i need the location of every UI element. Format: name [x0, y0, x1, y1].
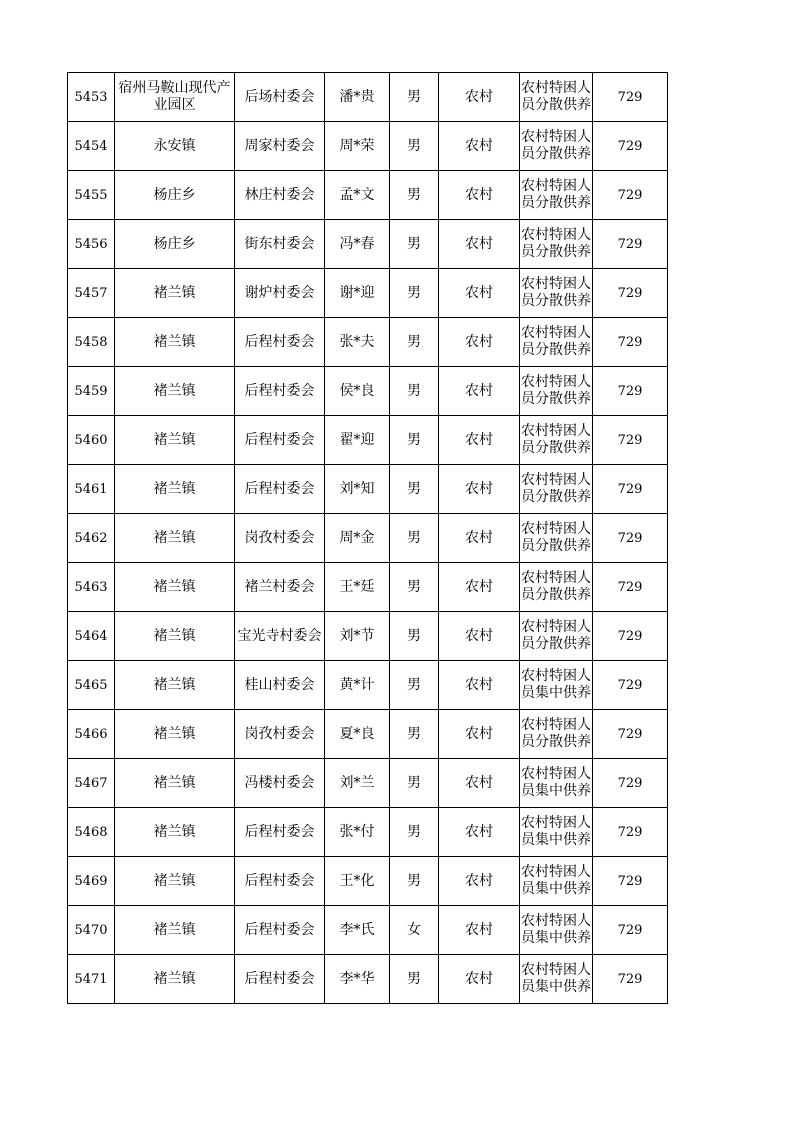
recipient-table	[67, 72, 668, 1004]
cell-village-committee: 后程村委会	[235, 318, 325, 367]
cell-assistance-category: 农村特困人员集中供养	[520, 808, 593, 857]
cell-village-committee: 褚兰村委会	[235, 563, 325, 612]
cell-household-type: 农村	[439, 955, 520, 1004]
cell-gender: 男	[390, 73, 439, 122]
cell-gender: 男	[390, 514, 439, 563]
cell-gender: 男	[390, 367, 439, 416]
cell-township: 褚兰镇	[115, 759, 235, 808]
cell-gender: 男	[390, 563, 439, 612]
cell-village-committee: 后场村委会	[235, 73, 325, 122]
cell-amount: 729	[593, 171, 668, 220]
cell-village-committee: 后程村委会	[235, 857, 325, 906]
cell-household-type: 农村	[439, 269, 520, 318]
cell-id: 5458	[68, 318, 115, 367]
cell-name: 张*付	[325, 808, 390, 857]
cell-name: 张*夫	[325, 318, 390, 367]
cell-township: 褚兰镇	[115, 465, 235, 514]
cell-township: 杨庄乡	[115, 220, 235, 269]
cell-amount: 729	[593, 808, 668, 857]
cell-name: 王*化	[325, 857, 390, 906]
table-row	[68, 612, 668, 661]
cell-township: 褚兰镇	[115, 612, 235, 661]
cell-assistance-category: 农村特困人员分散供养	[520, 269, 593, 318]
cell-id: 5466	[68, 710, 115, 759]
cell-amount: 729	[593, 73, 668, 122]
cell-township: 褚兰镇	[115, 857, 235, 906]
cell-assistance-category: 农村特困人员集中供养	[520, 759, 593, 808]
cell-assistance-category: 农村特困人员分散供养	[520, 122, 593, 171]
cell-amount: 729	[593, 661, 668, 710]
cell-amount: 729	[593, 563, 668, 612]
cell-name: 李*华	[325, 955, 390, 1004]
cell-amount: 729	[593, 612, 668, 661]
cell-amount: 729	[593, 416, 668, 465]
cell-assistance-category: 农村特困人员集中供养	[520, 661, 593, 710]
cell-amount: 729	[593, 759, 668, 808]
cell-gender: 男	[390, 710, 439, 759]
table-row	[68, 955, 668, 1004]
cell-gender: 男	[390, 220, 439, 269]
cell-village-committee: 宝光寺村委会	[235, 612, 325, 661]
cell-household-type: 农村	[439, 416, 520, 465]
table-row	[68, 759, 668, 808]
cell-gender: 男	[390, 269, 439, 318]
cell-amount: 729	[593, 269, 668, 318]
cell-id: 5467	[68, 759, 115, 808]
cell-id: 5461	[68, 465, 115, 514]
cell-id: 5462	[68, 514, 115, 563]
cell-assistance-category: 农村特困人员集中供养	[520, 857, 593, 906]
cell-household-type: 农村	[439, 710, 520, 759]
cell-township: 褚兰镇	[115, 955, 235, 1004]
cell-name: 王*廷	[325, 563, 390, 612]
cell-name: 潘*贵	[325, 73, 390, 122]
table-row	[68, 465, 668, 514]
cell-assistance-category: 农村特困人员分散供养	[520, 710, 593, 759]
table-row	[68, 661, 668, 710]
cell-township: 褚兰镇	[115, 808, 235, 857]
cell-gender: 男	[390, 808, 439, 857]
cell-amount: 729	[593, 318, 668, 367]
cell-gender: 男	[390, 416, 439, 465]
cell-gender: 女	[390, 906, 439, 955]
cell-assistance-category: 农村特困人员分散供养	[520, 73, 593, 122]
cell-assistance-category: 农村特困人员分散供养	[520, 514, 593, 563]
cell-amount: 729	[593, 465, 668, 514]
cell-village-committee: 谢炉村委会	[235, 269, 325, 318]
cell-amount: 729	[593, 710, 668, 759]
cell-household-type: 农村	[439, 661, 520, 710]
cell-amount: 729	[593, 906, 668, 955]
cell-name: 夏*良	[325, 710, 390, 759]
cell-township: 宿州马鞍山现代产业园区	[115, 73, 235, 122]
cell-amount: 729	[593, 955, 668, 1004]
cell-id: 5464	[68, 612, 115, 661]
table-row	[68, 269, 668, 318]
table-row	[68, 171, 668, 220]
cell-township: 褚兰镇	[115, 318, 235, 367]
cell-household-type: 农村	[439, 759, 520, 808]
cell-township: 褚兰镇	[115, 416, 235, 465]
cell-assistance-category: 农村特困人员分散供养	[520, 612, 593, 661]
cell-name: 周*荣	[325, 122, 390, 171]
table-row	[68, 857, 668, 906]
cell-village-committee: 林庄村委会	[235, 171, 325, 220]
cell-name: 刘*知	[325, 465, 390, 514]
cell-name: 谢*迎	[325, 269, 390, 318]
cell-gender: 男	[390, 318, 439, 367]
table-row	[68, 514, 668, 563]
cell-household-type: 农村	[439, 612, 520, 661]
cell-household-type: 农村	[439, 220, 520, 269]
cell-gender: 男	[390, 955, 439, 1004]
cell-assistance-category: 农村特困人员分散供养	[520, 563, 593, 612]
cell-village-committee: 后程村委会	[235, 906, 325, 955]
cell-gender: 男	[390, 465, 439, 514]
table-row	[68, 808, 668, 857]
cell-township: 杨庄乡	[115, 171, 235, 220]
cell-village-committee: 冯楼村委会	[235, 759, 325, 808]
cell-village-committee: 后程村委会	[235, 808, 325, 857]
cell-name: 冯*春	[325, 220, 390, 269]
cell-household-type: 农村	[439, 318, 520, 367]
cell-id: 5470	[68, 906, 115, 955]
cell-gender: 男	[390, 612, 439, 661]
table-row	[68, 220, 668, 269]
cell-household-type: 农村	[439, 367, 520, 416]
cell-assistance-category: 农村特困人员分散供养	[520, 171, 593, 220]
cell-assistance-category: 农村特困人员集中供养	[520, 906, 593, 955]
cell-township: 褚兰镇	[115, 710, 235, 759]
cell-assistance-category: 农村特困人员分散供养	[520, 318, 593, 367]
cell-household-type: 农村	[439, 906, 520, 955]
cell-township: 褚兰镇	[115, 563, 235, 612]
cell-gender: 男	[390, 122, 439, 171]
cell-id: 5454	[68, 122, 115, 171]
cell-village-committee: 街东村委会	[235, 220, 325, 269]
cell-id: 5457	[68, 269, 115, 318]
cell-township: 褚兰镇	[115, 906, 235, 955]
cell-household-type: 农村	[439, 465, 520, 514]
cell-village-committee: 后程村委会	[235, 367, 325, 416]
cell-name: 刘*兰	[325, 759, 390, 808]
cell-assistance-category: 农村特困人员分散供养	[520, 465, 593, 514]
cell-village-committee: 岗孜村委会	[235, 710, 325, 759]
table-row	[68, 367, 668, 416]
cell-id: 5465	[68, 661, 115, 710]
cell-village-committee: 后程村委会	[235, 416, 325, 465]
table-body	[68, 73, 668, 1004]
cell-household-type: 农村	[439, 857, 520, 906]
cell-id: 5455	[68, 171, 115, 220]
cell-id: 5468	[68, 808, 115, 857]
cell-id: 5471	[68, 955, 115, 1004]
cell-gender: 男	[390, 171, 439, 220]
cell-township: 褚兰镇	[115, 514, 235, 563]
cell-amount: 729	[593, 122, 668, 171]
cell-gender: 男	[390, 661, 439, 710]
cell-household-type: 农村	[439, 514, 520, 563]
cell-township: 永安镇	[115, 122, 235, 171]
cell-amount: 729	[593, 367, 668, 416]
cell-name: 侯*良	[325, 367, 390, 416]
cell-amount: 729	[593, 857, 668, 906]
table-row	[68, 318, 668, 367]
cell-assistance-category: 农村特困人员分散供养	[520, 416, 593, 465]
cell-id: 5456	[68, 220, 115, 269]
cell-name: 黄*计	[325, 661, 390, 710]
cell-village-committee: 岗孜村委会	[235, 514, 325, 563]
cell-township: 褚兰镇	[115, 367, 235, 416]
cell-household-type: 农村	[439, 171, 520, 220]
table-row	[68, 906, 668, 955]
cell-name: 刘*节	[325, 612, 390, 661]
cell-id: 5469	[68, 857, 115, 906]
table-row	[68, 73, 668, 122]
cell-village-committee: 后程村委会	[235, 465, 325, 514]
cell-village-committee: 后程村委会	[235, 955, 325, 1004]
cell-village-committee: 桂山村委会	[235, 661, 325, 710]
table-row	[68, 416, 668, 465]
cell-id: 5460	[68, 416, 115, 465]
cell-name: 孟*文	[325, 171, 390, 220]
cell-household-type: 农村	[439, 122, 520, 171]
cell-gender: 男	[390, 759, 439, 808]
cell-name: 周*金	[325, 514, 390, 563]
cell-name: 李*氏	[325, 906, 390, 955]
cell-id: 5459	[68, 367, 115, 416]
cell-id: 5453	[68, 73, 115, 122]
cell-household-type: 农村	[439, 73, 520, 122]
table-row	[68, 122, 668, 171]
cell-township: 褚兰镇	[115, 661, 235, 710]
cell-assistance-category: 农村特困人员分散供养	[520, 367, 593, 416]
cell-village-committee: 周家村委会	[235, 122, 325, 171]
cell-household-type: 农村	[439, 808, 520, 857]
table-row	[68, 710, 668, 759]
cell-township: 褚兰镇	[115, 269, 235, 318]
cell-assistance-category: 农村特困人员分散供养	[520, 220, 593, 269]
cell-amount: 729	[593, 220, 668, 269]
table-row	[68, 563, 668, 612]
cell-gender: 男	[390, 857, 439, 906]
cell-household-type: 农村	[439, 563, 520, 612]
cell-assistance-category: 农村特困人员集中供养	[520, 955, 593, 1004]
cell-amount: 729	[593, 514, 668, 563]
cell-name: 翟*迎	[325, 416, 390, 465]
cell-id: 5463	[68, 563, 115, 612]
